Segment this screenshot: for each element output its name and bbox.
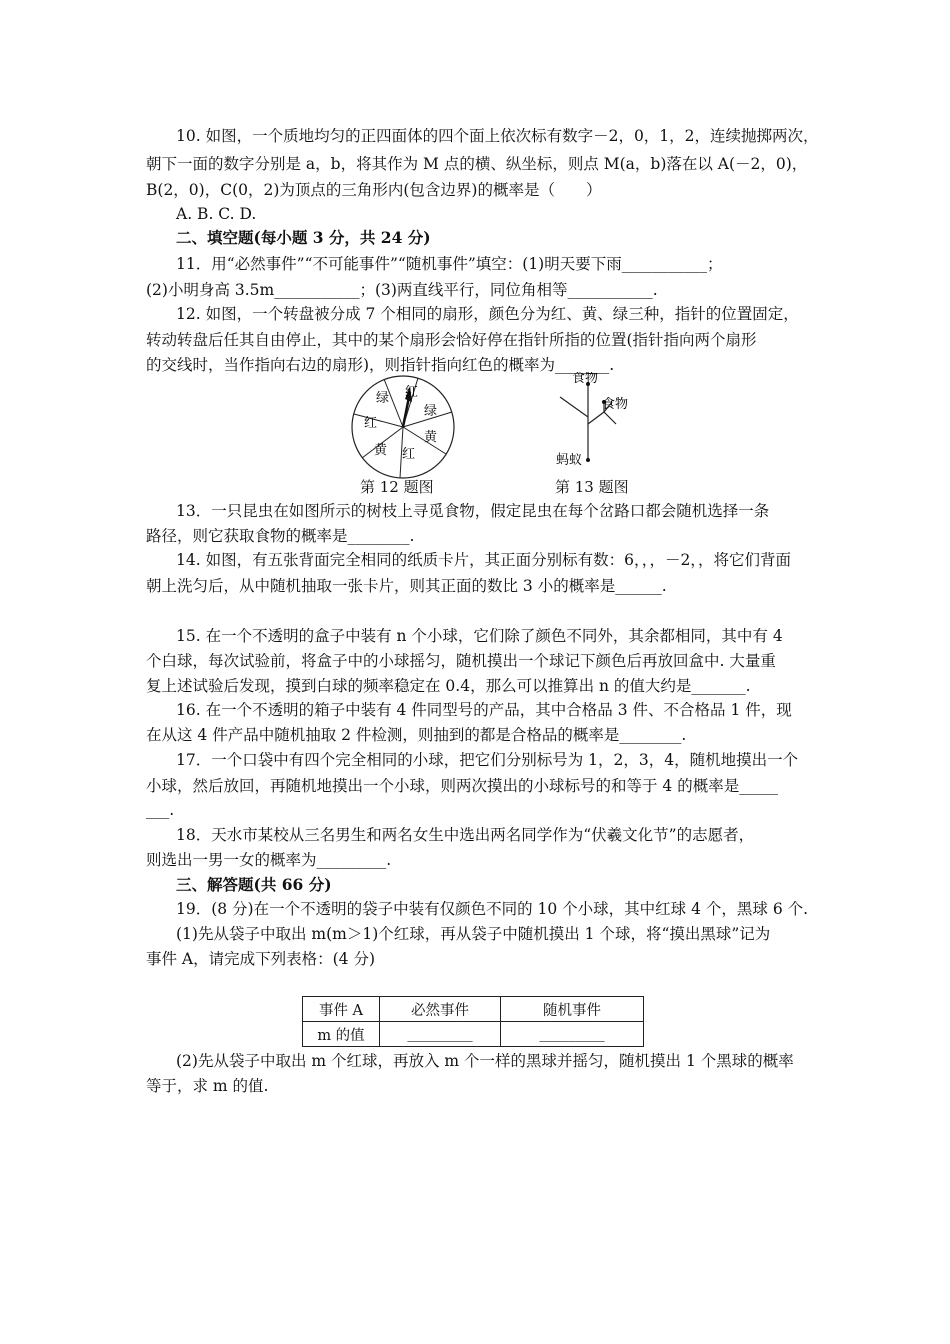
section2-heading: 二、填空题(每小题 3 分，共 24 分) <box>176 228 431 247</box>
table-row <box>303 1022 644 1047</box>
event-table <box>302 996 644 1047</box>
q18-line2: 则选出一男一女的概率为_________. <box>146 851 392 869</box>
q19-line4: (2)先从袋子中取出 m 个红球，再放入 m 个一样的黑球并摇匀，随机摸出 1 个黑球的概率 <box>176 1052 794 1070</box>
food-label-right: 食物 <box>602 397 629 412</box>
q15-line2: 个白球，每次试验前，将盒子中的小球摇匀，随机摸出一个球记下颜色后再放回盒中. 大量重 <box>146 652 776 670</box>
table-blank: _________ <box>380 1022 501 1047</box>
sector-label: 红 <box>364 416 378 431</box>
q17-line3: ___. <box>146 801 175 819</box>
sector-label: 绿 <box>424 404 438 419</box>
q10-line3: B(2，0)，C(0，2)为顶点的三角形内(包含边界)的概率是（ ） <box>146 181 602 199</box>
table-row-label: m 的值 <box>303 1022 380 1047</box>
table-header-cell: 必然事件 <box>380 997 501 1022</box>
q16-line1: 16. 在一个不透明的箱子中装有 4 件同型号的产品，其中合格品 3 件、不合格品 1 件，现 <box>176 701 792 719</box>
q10-options: A. B. C. D. <box>176 205 257 223</box>
q19-line2: (1)先从袋子中取出 m(m＞1)个红球，再从袋子中随机摸出 1 个球，将“摸出黑球”记为 <box>176 925 771 943</box>
q19-line1: 19．(8 分)在一个不透明的袋子中装有仅颜色不同的 10 个小球，其中红球 4 个，黑球 6 个. <box>176 900 809 918</box>
fig13-caption: 第 13 题图 <box>555 478 629 496</box>
q19-line5: 等于，求 m 的值. <box>146 1077 269 1095</box>
sector-label: 绿 <box>376 391 390 406</box>
q19-line3: 事件 A，请完成下列表格：(4 分) <box>146 950 376 968</box>
q16-line2: 在从这 4 件产品中随机抽取 2 件检测，则抽到的都是合格品的概率是________. <box>146 726 687 744</box>
q13-line1: 13．一只昆虫在如图所示的树枝上寻觅食物，假定昆虫在每个岔路口都会随机选择一条 <box>176 502 770 520</box>
q17-line1: 17．一个口袋中有四个完全相同的小球，把它们分别标号为 1，2，3，4，随机地摸出一个 <box>176 751 799 769</box>
food-label-top: 食物 <box>572 372 599 386</box>
table-row <box>303 997 644 1022</box>
tree-figure <box>550 372 650 472</box>
q12-line3: 的交线时，当作指向右边的扇形)，则指针指向红色的概率为_______. <box>146 356 615 374</box>
q17-line2: 小球，然后放回，再随机地摸出一个小球，则两次摸出的小球标号的和等于 4 的概率是_____ <box>146 777 778 795</box>
q10-line1: 10. 如图，一个质地均匀的正四面体的四个面上依次标有数字－2，0，1，2，连续抛掷两次， <box>176 127 819 145</box>
table-header-cell: 随机事件 <box>501 997 644 1022</box>
q12-line1: 12. 如图，一个转盘被分成 7 个相同的扇形，颜色分为红、黄、绿三种，指针的位置固定， <box>176 305 799 323</box>
table-blank: _________ <box>501 1022 644 1047</box>
section3-heading: 三、解答题(共 66 分) <box>176 875 332 894</box>
sector-label: 黄 <box>424 430 438 445</box>
q18-line1: 18．天水市某校从三名男生和两名女生中选出两名同学作为“伏羲文化节”的志愿者， <box>176 826 755 844</box>
branch-right-stub <box>604 412 616 424</box>
q14-line2: 朝上洗匀后，从中随机抽取一张卡片，则其正面的数比 3 小的概率是______. <box>146 577 667 595</box>
branch-right-lower <box>588 412 604 424</box>
q11-line2: (2)小明身高 3.5m___________；(3)两直线平行，同位角相等___________. <box>146 281 658 299</box>
sector-label: 红 <box>402 447 416 462</box>
q15-line1: 15. 在一个不透明的盒子中装有 n 个小球，它们除了颜色不同外，其余都相同，其中有 4 <box>176 627 783 645</box>
ant-dot <box>586 458 590 462</box>
sector-label: 红 <box>405 385 419 400</box>
q11-line1: 11．用“必然事件”“不可能事件”“随机事件”填空：(1)明天要下雨___________； <box>176 255 723 273</box>
ant-label: 蚂蚁 <box>556 453 583 468</box>
q15-line3: 复上述试验后发现，摸到白球的频率稳定在 0.4，那么可以推算出 n 的值大约是_______. <box>146 677 751 695</box>
q13-line2: 路径，则它获取食物的概率是________. <box>146 527 415 545</box>
q10-line2: 朝下一面的数字分别是 a，b，将其作为 M 点的横、纵坐标，则点 M(a，b)落在以 A(－2，0)， <box>146 155 808 173</box>
table-header-cell: 事件 A <box>303 997 380 1022</box>
q12-line2: 转动转盘后任其自由停止，其中的某个扇形会恰好停在指针所指的位置(指针指向两个扇形 <box>146 331 757 349</box>
fig12-caption: 第 12 题图 <box>360 478 434 496</box>
sector-label: 黄 <box>374 443 388 458</box>
sector-divider <box>354 414 403 427</box>
spinner-figure <box>350 372 460 482</box>
q14-line1: 14. 如图，有五张背面完全相同的纸质卡片，其正面分别标有数：6，，，－2，，将它们背面 <box>176 551 792 569</box>
branch-left <box>560 397 588 417</box>
